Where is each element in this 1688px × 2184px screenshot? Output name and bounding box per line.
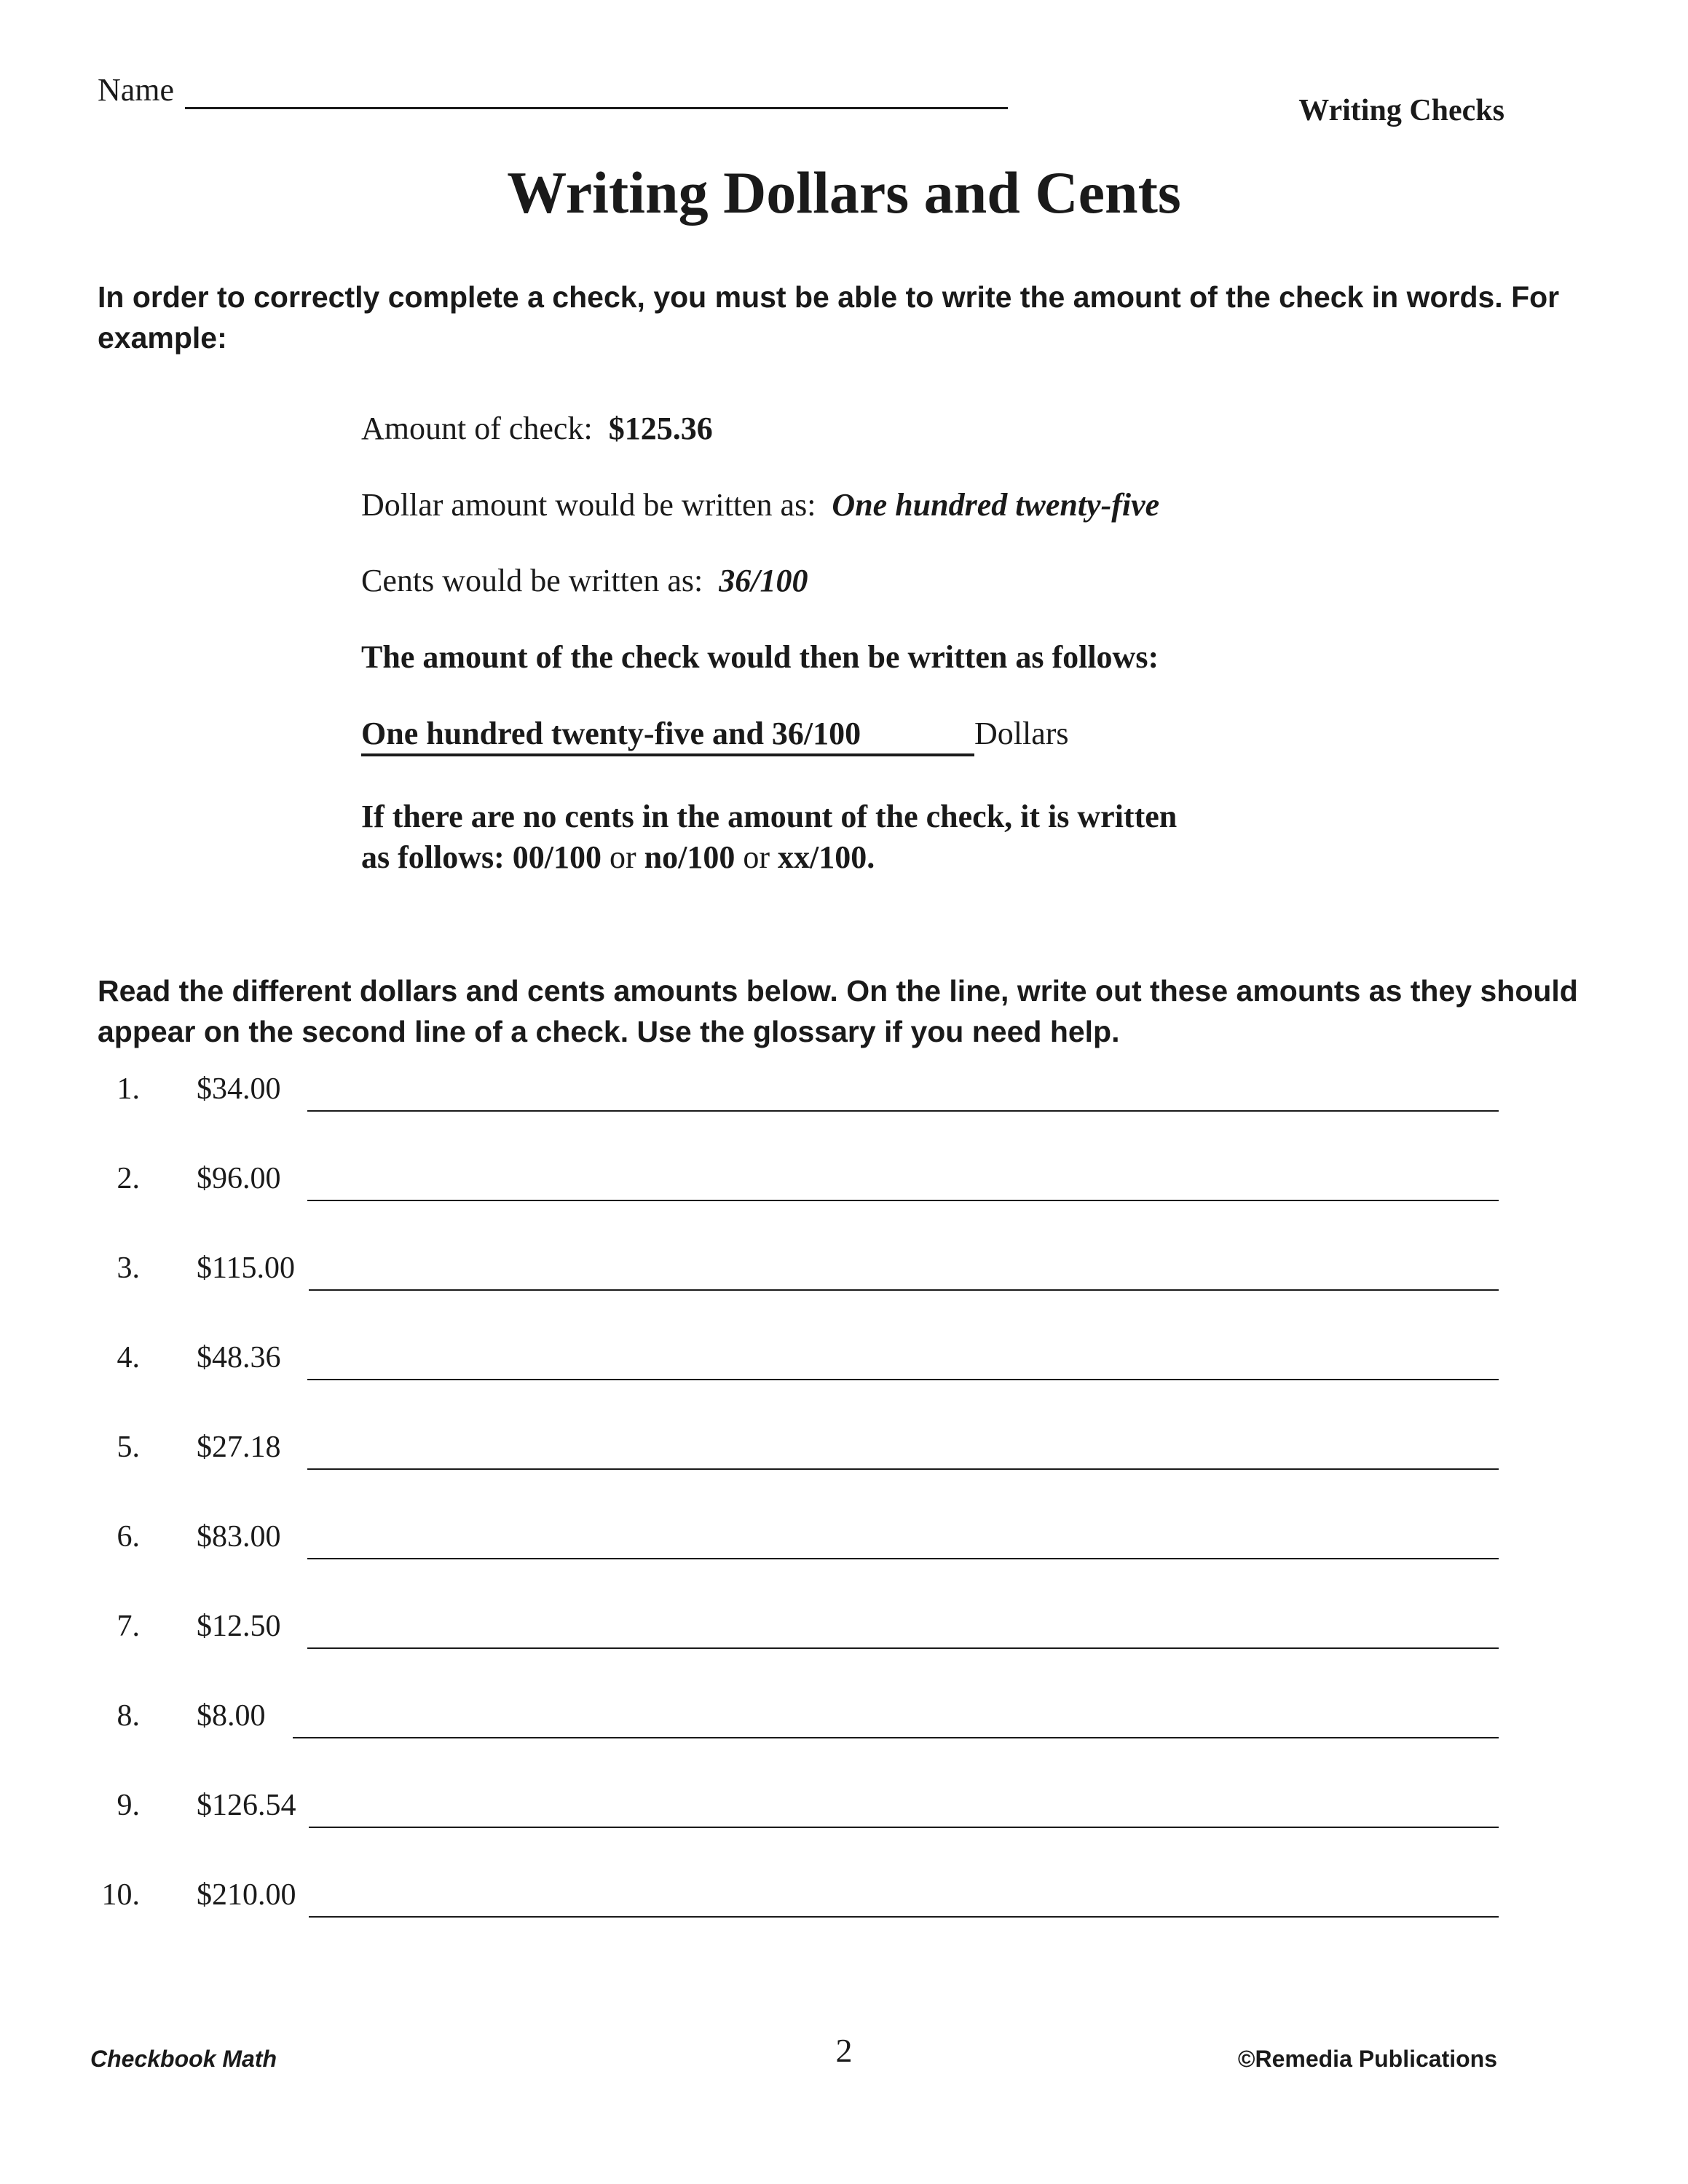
exercise-number: 4.	[117, 1341, 140, 1374]
exercise-row	[98, 1788, 1499, 1832]
example-cents-label: Cents would be written as:	[361, 563, 703, 598]
exercise-number: 2.	[117, 1162, 140, 1195]
no-cents-or2: or	[743, 839, 770, 875]
exercise-number: 6.	[117, 1520, 140, 1554]
example-written-line	[361, 715, 1069, 756]
exercise-number: 10.	[101, 1878, 140, 1912]
no-cents-option2: no/100	[644, 839, 735, 875]
exercise-row	[98, 1609, 1499, 1653]
example-dollar-label: Dollar amount would be written as:	[361, 487, 816, 523]
example-amount-label: Amount of check:	[361, 411, 593, 446]
answer-line[interactable]	[307, 1647, 1499, 1649]
exercise-amount: $210.00	[197, 1878, 296, 1912]
answer-line[interactable]	[309, 1289, 1499, 1291]
footer-publisher: ©Remedia Publications	[1237, 2046, 1497, 2072]
example-follows: The amount of the check would then be written as follows:	[361, 639, 1159, 675]
exercise-amount: $96.00	[197, 1162, 281, 1195]
answer-line[interactable]	[293, 1737, 1499, 1738]
exercise-amount: $48.36	[197, 1341, 281, 1374]
exercise-amount: $12.50	[197, 1610, 281, 1643]
exercise-number: 5.	[117, 1431, 140, 1464]
name-input-line[interactable]	[185, 107, 1008, 109]
no-cents-or1: or	[610, 839, 636, 875]
answer-line[interactable]	[307, 1110, 1499, 1112]
answer-line[interactable]	[307, 1379, 1499, 1380]
exercise-number: 1.	[117, 1072, 140, 1106]
exercise-row	[98, 1698, 1499, 1742]
instructions-text: Read the different dollars and cents amounts below. On the line, write out these amounts as they should appear on the second line of a check. Use the glossary if you need help.	[98, 974, 1578, 1048]
exercise-amount: $8.00	[197, 1699, 266, 1733]
answer-line[interactable]	[307, 1558, 1499, 1559]
exercise-row	[98, 1251, 1499, 1294]
exercise-row	[98, 1430, 1499, 1473]
exercise-amount: $115.00	[197, 1251, 295, 1285]
exercise-amount: $27.18	[197, 1431, 281, 1464]
exercise-amount: $126.54	[197, 1789, 296, 1822]
exercise-row	[98, 1072, 1499, 1115]
exercise-amount: $34.00	[197, 1072, 281, 1106]
example-amount-value: $125.36	[608, 411, 713, 446]
answer-line[interactable]	[309, 1916, 1499, 1918]
example-dollar-value: One hundred twenty-five	[832, 487, 1160, 523]
exercise-row	[98, 1878, 1499, 1921]
example-written-amount: One hundred twenty-five and 36/100	[361, 715, 974, 756]
no-cents-note	[361, 796, 1308, 878]
intro-text: In order to correctly complete a check, you must be able to write the amount of the check in words. For example:	[98, 280, 1560, 355]
page-number: 2	[835, 2032, 853, 2069]
exercise-number: 9.	[117, 1789, 140, 1822]
exercise-number: 7.	[117, 1610, 140, 1643]
exercise-number: 3.	[117, 1251, 140, 1285]
answer-line[interactable]	[307, 1468, 1499, 1470]
no-cents-line1: If there are no cents in the amount of the check, it is written	[361, 799, 1178, 834]
footer-book-title: Checkbook Math	[90, 2046, 277, 2072]
exercise-amount: $83.00	[197, 1520, 281, 1554]
example-cents-value: 36/100	[719, 563, 808, 598]
no-cents-line2	[361, 837, 1308, 878]
example-dollar	[361, 486, 1159, 523]
exercise-number: 8.	[117, 1699, 140, 1733]
answer-line[interactable]	[307, 1200, 1499, 1201]
exercise-row	[98, 1161, 1499, 1205]
section-heading: Writing Checks	[1298, 94, 1504, 127]
no-cents-prefix: as follows: 00/100	[361, 839, 602, 875]
exercise-row	[98, 1519, 1499, 1563]
example-cents	[361, 562, 808, 599]
page-title: Writing Dollars and Cents	[507, 159, 1181, 226]
no-cents-option3: xx/100.	[778, 839, 875, 875]
name-label: Name	[98, 72, 175, 108]
example-amount	[361, 410, 713, 447]
exercise-row	[98, 1340, 1499, 1384]
answer-line[interactable]	[309, 1827, 1499, 1828]
example-dollars-word: Dollars	[974, 716, 1069, 751]
